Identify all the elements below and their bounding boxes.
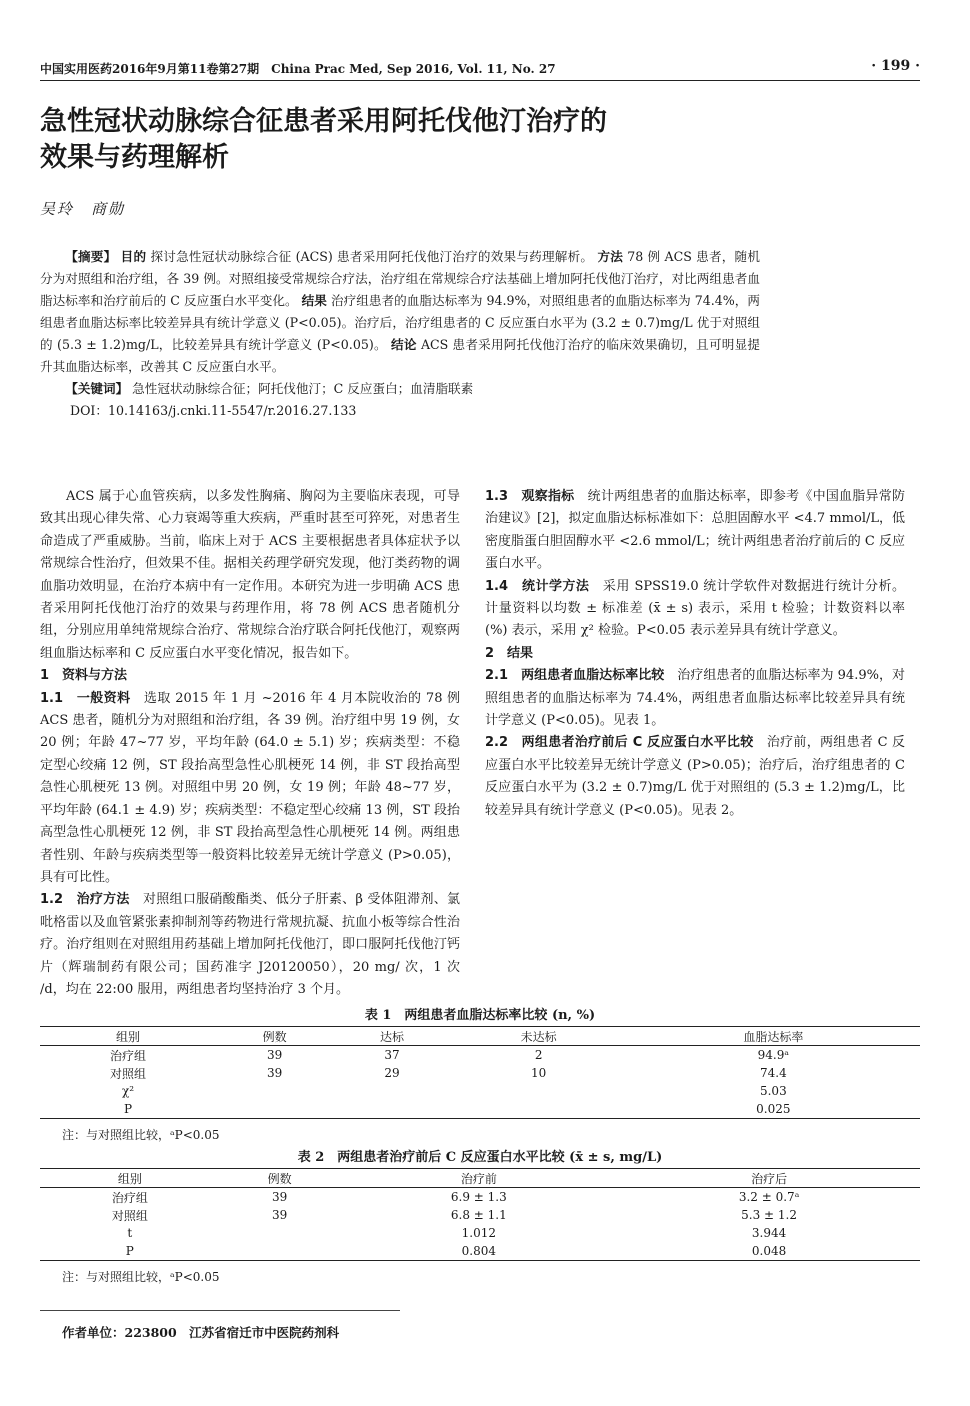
section-1-3-text: 统计两组患者的血脂达标率，即参考《中国血脂异常防治建议》[2]，拟定血脂达标标准如下：总胆固醇水平 <4.7 mmol/L，低密度脂蛋白胆固醇水平 <2.6 mmol/L；统计两组患者治疗前后的 C 反应蛋白水平。 [485,489,905,572]
method-text: 78 例 ACS 患者，随机分为对照组和治疗组，各 39 例。对照组接受常规综合疗法，治疗组在常规综合疗法基础上增加阿托伐他汀治疗，对比两组患者血脂达标率和治疗前后的 C 反应蛋白水平变化。 [40,249,760,308]
table-cell: 0.048 [751,1244,787,1258]
table-row [40,1046,920,1065]
table-2-header-row [40,1169,920,1188]
page-number: · 199 · [871,58,920,74]
table-cell: 1.012 [461,1226,497,1240]
table-row [40,1242,920,1261]
table-2-title: 表 2 两组患者治疗前后 C 反应蛋白水平比较 (x̄ ± s, mg/L) [297,1150,663,1165]
table-2 [40,1168,920,1261]
section-1-1 [40,688,460,890]
table-1-header: 血脂达标率 [743,1029,804,1044]
table-cell: 治疗组 [109,1048,146,1063]
conclusion-label: 结论 [391,337,417,352]
table-cell: 39 [271,1208,288,1222]
table-cell [451,1082,627,1100]
table-cell [220,1242,340,1261]
abstract-body [40,246,760,378]
table-2-header: 治疗后 [751,1171,788,1186]
section-2-1-text: 治疗组患者的血脂达标率为 94.9%，对照组患者的血脂达标率为 74.4%，两组患者血脂达标率比较差异具有统计学意义 (P<0.05)。见表 1。 [485,668,905,729]
abstract [40,246,760,422]
table-cell: 39 [271,1190,288,1204]
table-cell [220,1224,340,1242]
section-1-4-text: 采用 SPSS19.0 统计学软件对数据进行统计分析。计量资料以均数 ± 标准差 (x̄ ± s) 表示，采用 t 检验；计数资料以率 (%) 表示，采用 χ² 检验。P<0.05 表示差异具有统计学意义。 [485,578,905,639]
table-cell [451,1100,627,1119]
section-1-3 [485,486,905,576]
doi: DOI：10.14163/j.cnki.11-5547/r.2016.27.133 [70,403,357,418]
table-cell: χ² [121,1084,135,1098]
table-cell: 6.9 ± 1.3 [450,1190,507,1204]
table-1-header-row [40,1027,920,1046]
objective-text: 探讨急性冠状动脉综合征 (ACS) 患者采用阿托伐他汀治疗的效果与药理解析。 [150,249,594,264]
section-1-3-heading: 1.3 观察指标 [485,489,575,504]
keywords-label: 【关键词】 [65,381,129,396]
table-row [40,1100,920,1119]
table-cell: 3.944 [751,1226,787,1240]
table-row [40,1064,920,1082]
table-1-header: 达标 [380,1029,405,1044]
table-cell: 2 [534,1048,543,1062]
table-cell: 3.2 ± 0.7ᵃ [738,1190,800,1204]
abstract-label: 【摘要】 [65,249,117,264]
author-affiliation: 作者单位：223800 江苏省宿迁市中医院药剂科 [62,1325,340,1340]
table-cell [216,1100,333,1119]
table-row [40,1188,920,1207]
table-2-header: 例数 [267,1171,292,1186]
result-text: 治疗组患者的血脂达标率为 94.9%，对照组患者的血脂达标率为 74.4%，两组患者血脂达标率比较差异具有统计学意义 (P<0.05)。治疗后，治疗组患者的 C 反应蛋白水平为 (3.2 ± 0.7)mg/L 优于对照组的 (5.3 ± 1.2)mg/L，比较差异具有统计学意义 (P<0.05)。 [40,293,760,352]
section-1-2-text: 对照组口服硝酸酯类、低分子肝素、β 受体阻滞剂、氯吡格雷以及血管紧张素抑制剂等药物进行常规抗凝、抗血小板等综合性治疗。治疗组则在对照组用药基础上增加阿托伐他汀，即口服阿托伐他汀钙片（辉瑞制药有限公司；国药准字 J20120050），20 mg/ 次，1 次 /d，均在 22:00 服用，两组患者均坚持治疗 3 个月。 [40,892,460,997]
section-1-1-heading: 1.1 一般资料 [40,690,131,706]
article-title [40,104,740,176]
authors: 吴玲 商勋 [40,200,126,218]
method-label: 方法 [597,249,624,264]
table-cell: P [123,1102,133,1116]
table-cell: 5.3 ± 1.2 [741,1208,798,1222]
table-1 [40,1026,920,1119]
table-row [40,1224,920,1242]
objective-label: 目的 [120,249,147,264]
section-1-1-text: 选取 2015 年 1 月 ~2016 年 4 月本院收治的 78 例 ACS 患者，随机分为对照组和治疗组，各 39 例。治疗组中男 19 例，女 20 例；年龄 47~77 岁，平均年龄 (64.0 ± 5.1) 岁；疾病类型：不稳定型心绞痛 12 例，ST 段抬高型急性心肌梗死 14 例，非 ST 段抬高型急性心肌梗死 13 例。对照组中男 20 例，女 19 例；年龄 48~77 岁，平均年龄 (64.1 ± 4.9) 岁；疾病类型：不稳定型心绞痛 13 例，ST 段抬高型急性心肌梗死 12 例，非 ST 段抬高型急性心肌梗死 14 例。两组患者性别、年龄与疾病类型等一般资料比较差异无统计学意义 (P>0.05)，具有可比性。 [40,690,461,885]
section-2-2-heading: 2.2 两组患者治疗前后 C 反应蛋白水平比较 [485,735,754,751]
section-1-2 [40,889,460,1001]
table-cell [333,1100,450,1119]
table-cell: t [127,1226,133,1240]
table-1-title: 表 1 两组患者血脂达标率比较 (n, %) [364,1008,596,1023]
section-2-1-heading: 2.1 两组患者血脂达标率比较 [485,668,665,684]
table-2-header: 治疗前 [460,1171,497,1186]
table-row [40,1206,920,1224]
table-cell: 0.804 [461,1244,497,1258]
footnote-rule [40,1310,400,1311]
title-line-1: 急性冠状动脉综合征患者采用阿托伐他汀治疗的 [40,106,607,137]
running-header [40,60,920,81]
table-1-note: 注：与对照组比较，ᵃP<0.05 [62,1128,220,1142]
table-1-header: 例数 [262,1029,287,1044]
table-cell: 39 [267,1066,283,1080]
column-right [485,486,905,822]
section-1-heading: 1 资料与方法 [40,668,128,684]
table-2-note: 注：与对照组比较，ᵃP<0.05 [62,1270,220,1284]
section-2-2 [485,732,905,822]
table-cell: 37 [384,1048,400,1062]
section-1-4-heading: 1.4 统计学方法 [485,578,590,594]
table-cell [333,1082,450,1100]
result-label: 结果 [301,293,327,308]
table-cell: 0.025 [756,1102,791,1116]
table-cell: 74.4 [759,1066,787,1080]
journal-citation: 中国实用医药2016年9月第11卷第27期 China Prac Med, Sep 2016, Vol. 11, No. 27 [40,62,556,76]
table-cell: 5.03 [759,1084,787,1098]
title-line-2: 效果与药理解析 [40,142,229,173]
table-row [40,1082,920,1100]
table-cell: P [125,1244,134,1258]
keywords-text: 急性冠状动脉综合征；阿托伐他汀；C 反应蛋白；血清脂联素 [132,381,474,396]
section-2-1 [485,665,905,732]
table-cell: 6.8 ± 1.1 [450,1208,507,1222]
table-cell: 10 [531,1066,547,1080]
table-1-header: 未达标 [520,1029,557,1044]
table-cell: 对照组 [111,1208,148,1223]
table-cell: 对照组 [109,1066,146,1081]
table-cell: 39 [267,1048,283,1062]
intro-paragraph: ACS 属于心血管疾病，以多发性胸痛、胸闷为主要临床表现，可导致其出现心律失常、心力衰竭等重大疾病，严重时甚至可猝死，对患者生命造成了严重威胁。当前，临床上对于 ACS 主要根据患者具体症状予以常规综合性治疗，但效果不佳。据相关药理学研究发现，他汀类药物的调血脂功效明显，在治疗本病中有一定作用。本研究为进一步明确 ACS 患者采用阿托伐他汀治疗的效果与药理作用，将 78 例 ACS 患者随机分组，分别应用单纯常规综合治疗、常规综合治疗联合阿托伐他汀，观察两组血脂达标率和 C 反应蛋白水平变化情况，报告如下。 [40,489,460,661]
section-2-2-text: 治疗前，两组患者 C 反应蛋白水平比较差异无统计学意义 (P>0.05)；治疗后，治疗组患者的 C 反应蛋白水平为 (3.2 ± 0.7)mg/L 优于对照组的 (5.3 ± 1.2)mg/L，比较差异具有统计学意义 (P<0.05)。见表 2。 [485,735,905,818]
table-cell: 29 [384,1066,400,1080]
section-1-4 [485,576,905,643]
conclusion-text: ACS 患者采用阿托伐他汀治疗的临床效果确切，且可明显提升其血脂达标率，改善其 C 反应蛋白水平。 [40,337,760,374]
table-cell: 治疗组 [111,1190,148,1205]
table-cell: 94.9ᵃ [757,1048,790,1062]
table-1-header: 组别 [115,1029,140,1044]
table-2-header: 组别 [117,1171,142,1186]
keywords [40,378,760,400]
table-cell [216,1082,333,1100]
section-2-heading: 2 结果 [485,645,534,661]
column-left [40,486,460,1001]
section-1-2-heading: 1.2 治疗方法 [40,892,130,908]
